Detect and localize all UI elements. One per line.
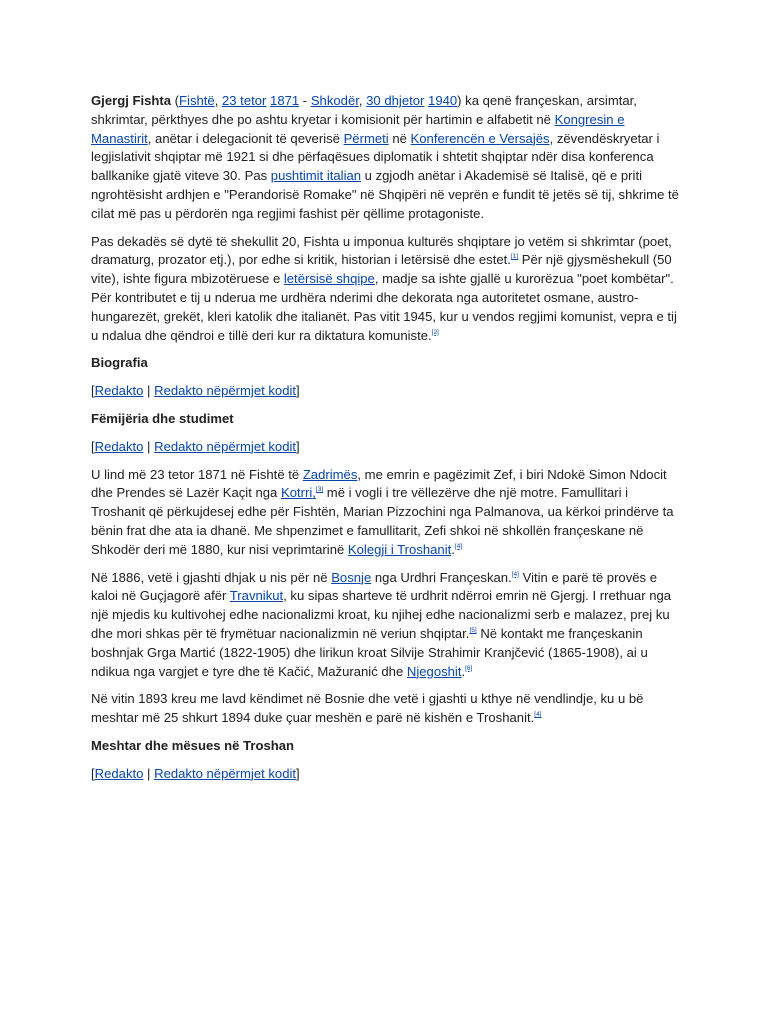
text: , xyxy=(214,93,222,108)
link-fishte[interactable]: Fishtë xyxy=(179,93,215,108)
text: në xyxy=(388,130,411,146)
edit-links xyxy=(91,438,681,457)
separator: | xyxy=(143,438,155,454)
text: . xyxy=(451,541,455,557)
paragraph-birth xyxy=(91,466,681,560)
text: - xyxy=(299,93,311,108)
bracket: [ xyxy=(91,383,95,399)
link-zadrimes[interactable]: Zadrimës xyxy=(302,466,358,482)
edit-links xyxy=(91,382,681,401)
reference-5[interactable]: [5] xyxy=(469,626,477,634)
text: ( xyxy=(171,93,180,108)
text: nga Urdhri Françeskan. xyxy=(371,569,512,585)
section-heading-femijeria: Fëmijëria dhe studimet xyxy=(91,410,234,426)
article-body xyxy=(91,92,681,793)
bracket: [ xyxy=(91,765,95,781)
separator: | xyxy=(143,765,155,781)
link-konferencen-e-versajes[interactable]: Konferencën e Versajës xyxy=(410,130,550,146)
link-kolegji-i-troshanit[interactable]: Kolegji i Troshanit xyxy=(347,541,452,557)
link-njegoshit[interactable]: Njegoshit xyxy=(406,663,462,679)
text: më i vogli i tre vëllezërve dhe një motre. Famullitari i Troshanit që përkujdesej edhe për Fishtën, Marian Pizzochini nga Palmanova, ua kërkoi prindërve ta bënin frat dhe ata ia dhanë. Me shpenzimet e famullitarit, Zefi shkoi në shkollën françeskane në Shkodër deri më 1880, kur nisi veprimtarinë xyxy=(91,485,674,557)
link-kotrri-comma[interactable]: , xyxy=(312,485,316,501)
text: Në kontakt me françeskanin boshnjak Grga Martić (1822-1905) dhe lirikun kroat Silvije Strahimir Kranjčević (1865-1908), ai u ndikua nga vargjet e tyre dhe të Kačić, Mažuranić dhe xyxy=(91,625,648,679)
text: . xyxy=(461,663,466,679)
paragraph-intro xyxy=(91,92,681,224)
link-1940[interactable]: 1940 xyxy=(428,93,458,108)
edit-link[interactable]: Redakto xyxy=(94,765,144,781)
link-bosnje[interactable]: Bosnje xyxy=(331,569,372,585)
edit-link[interactable]: Redakto xyxy=(94,383,144,399)
paragraph-legacy xyxy=(91,233,681,346)
reference-4[interactable]: [4] xyxy=(534,711,542,719)
reference-2[interactable]: [2] xyxy=(431,328,439,336)
link-23-tetor[interactable]: 23 tetor xyxy=(221,93,267,108)
link-travnikut[interactable]: Travnikut xyxy=(229,588,284,604)
paragraph-bosnia xyxy=(91,569,681,682)
bracket: [ xyxy=(91,438,95,454)
paragraph-ordination xyxy=(91,690,681,728)
text: u zgjodh anëtar i Akademisë së Italisë, që e priti ngrohtësisht ardhjen e "Perandorisë Romake" në Shqipëri në veprën e fundit të jetës së tij, shkrime të cilat më pas u përdorën nga regjimi fashist për qëllime protagoniste. xyxy=(91,168,679,221)
text: , madje sa ishte gjallë u kurorëzua "poet kombëtar". Për kontributet e tij u nderua me urdhëra nderimi dhe dekorata nga autoritetet osmane, austro-hungarezët, grekët, kleri katolik dhe italianët. Pas vitit 1945, kur u vendos regjimi komunist, vepra e tij u ndalua dhe qëndroi e tillë deri kur ra diktatura komuniste. xyxy=(91,271,677,343)
link-1871[interactable]: 1871 xyxy=(270,93,300,108)
edit-source-link[interactable]: Redakto nëpërmjet kodit xyxy=(154,765,297,781)
text: , me emrin e pagëzimit Zef, i biri Ndokë Simon Ndocit dhe Prendes së Lazër Kaçit nga xyxy=(91,466,667,501)
link-permeti[interactable]: Përmeti xyxy=(343,130,389,146)
edit-links xyxy=(91,765,681,784)
bracket: ] xyxy=(296,765,300,781)
text: Në vitin 1893 kreu me lavd këndimet në Bosnie dhe vetë i gjashti u kthye në vendlindje, ku u bë meshtar më 25 shkurt 1894 duke çuar meshën e parë në kishën e Troshanit. xyxy=(91,691,644,726)
text: Vitin e parë të provës e kaloi në Guçjagorë afër xyxy=(91,569,658,604)
reference-4[interactable]: [4] xyxy=(511,570,519,578)
separator: | xyxy=(143,383,155,399)
text: , zëvendëskryetar i legjislativit shqiptar më 1921 si dhe përfaqësues diplomatik i shtetit shqiptar ndër disa konferenca ballkanike gjatë viteve 30. Pas xyxy=(91,130,660,184)
text: , xyxy=(358,93,367,108)
text: ) ka qenë françeskan, arsimtar, shkrimtar, përkthyes dhe po ashtu kryetar i komisionit për hartimin e alfabetit në xyxy=(91,93,637,127)
text: Në 1886, vetë i gjashti dhjak u nis për në xyxy=(91,569,332,585)
section-heading-meshtar: Meshtar dhe mësues në Troshan xyxy=(91,737,295,753)
section-heading-biografia: Biografia xyxy=(91,355,148,371)
text: Për një gjysmëshekull (50 vite), ishte figura mbizotëruese e xyxy=(91,252,672,287)
bracket: ] xyxy=(296,438,300,454)
link-pushtimit-italian[interactable]: pushtimit italian xyxy=(270,168,362,184)
link-letersise-shqipe[interactable]: letërsisë shqipe xyxy=(283,271,375,287)
link-shkoder[interactable]: Shkodër xyxy=(310,93,359,108)
text: Pas dekadës së dytë të shekullit 20, Fishta u imponua kulturës shqiptare jo vetëm si shkrimtar (poet, dramaturg, prozator etj.), por edhe si kritik, historian i letërsisë dhe estet. xyxy=(91,233,672,268)
text: U lind më 23 tetor 1871 në Fishtë të xyxy=(91,466,303,482)
edit-source-link[interactable]: Redakto nëpërmjet kodit xyxy=(154,438,297,454)
text: , anëtar i delegacionit të qeverisë xyxy=(147,130,344,146)
article-subject-name: Gjergj Fishta xyxy=(91,93,172,108)
reference-1[interactable]: [1] xyxy=(510,253,519,261)
bracket: ] xyxy=(296,383,300,399)
reference-6[interactable]: [6] xyxy=(465,664,473,672)
text: , ku sipas sharteve të urdhrit ndërroi emrin në Gjergj. I rrethuar nga një mjedis ku kultivohej edhe nacionalizmi kroat, ku njihej edhe nacionalizmi serb e malazez, prej ku dhe mori shkas për të frymëtuar nacionalizmin në veriun shqiptar. xyxy=(91,588,672,641)
link-kotrri[interactable]: Kotrri xyxy=(280,485,313,501)
edit-source-link[interactable]: Redakto nëpërmjet kodit xyxy=(154,383,297,399)
edit-link[interactable]: Redakto xyxy=(94,438,144,454)
link-kongresin-e-manastirit[interactable]: Kongresin e Manastirit xyxy=(91,111,625,146)
reference-4[interactable]: [4] xyxy=(454,542,463,550)
link-30-dhjetor[interactable]: 30 dhjetor xyxy=(366,93,425,108)
reference-3[interactable]: [3] xyxy=(315,486,324,494)
